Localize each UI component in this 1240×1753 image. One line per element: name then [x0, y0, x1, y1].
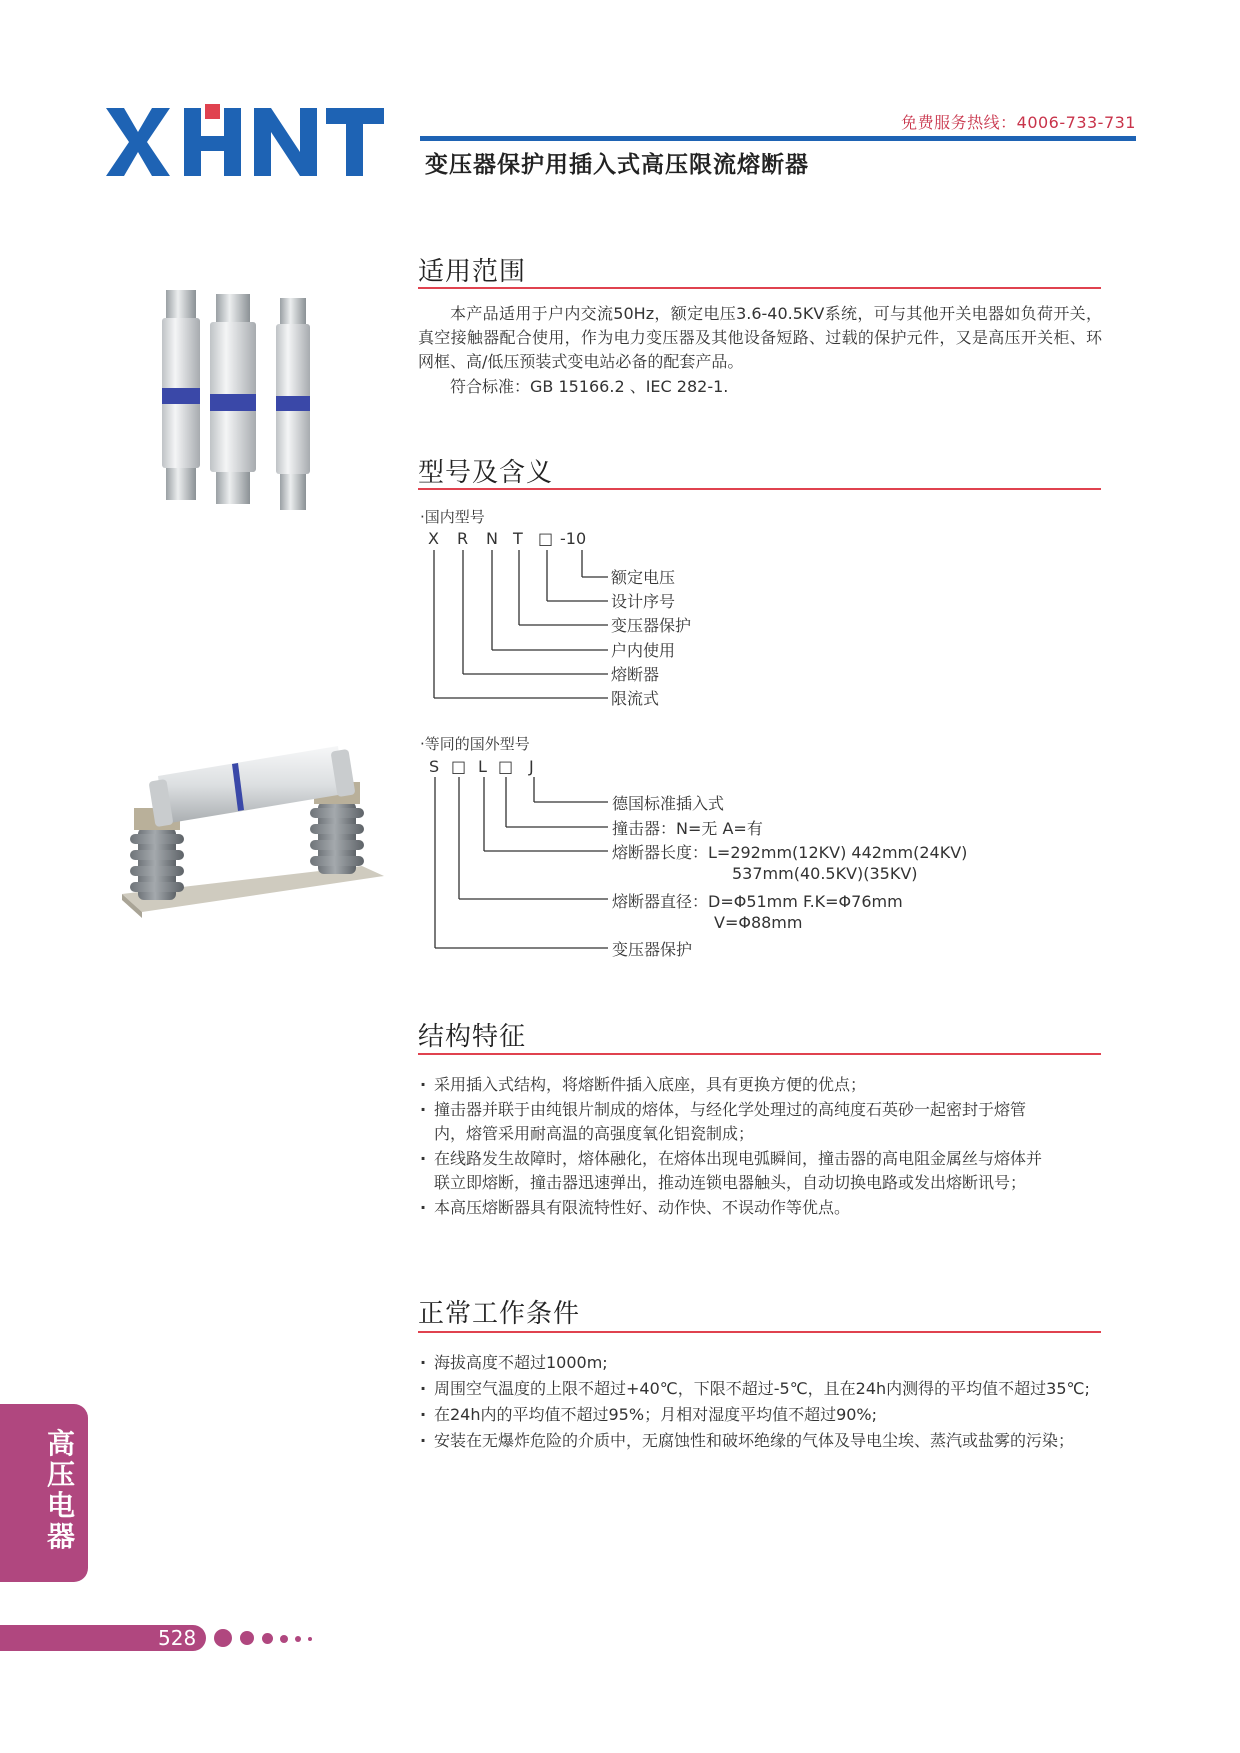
service-hotline: 免费服务热线：4006-733-731 — [901, 113, 1136, 132]
footer-dot — [262, 1633, 273, 1644]
code-letter: L — [478, 757, 487, 776]
code-letter: J — [529, 757, 534, 776]
code-label: 户内使用 — [611, 641, 676, 660]
structure-list — [418, 1073, 1054, 1220]
product-title: 变压器保护用插入式高压限流熔断器 — [425, 152, 809, 178]
list-item: · 采用插入式结构，将熔断件插入底座，具有更换方便的优点； — [418, 1073, 1054, 1098]
section-divider — [418, 1053, 1101, 1055]
section-divider — [418, 488, 1101, 490]
code-label: 熔断器 — [611, 665, 660, 684]
code-label: 熔断器直径：D=Φ51mm F.K=Φ76mm — [612, 892, 903, 911]
code-label: 设计序号 — [611, 592, 676, 611]
section-title-scope: 适用范围 — [418, 257, 527, 287]
code-letter: N — [486, 529, 498, 548]
fuse-base-assembly-image — [112, 736, 388, 932]
code-label: 限流式 — [611, 689, 660, 708]
footer-dot — [280, 1635, 288, 1643]
code-label: 变压器保护 — [611, 616, 692, 635]
code-label: 537mm(40.5KV)(35KV) — [732, 864, 918, 883]
code-label: 额定电压 — [611, 568, 676, 587]
conditions-list — [418, 1350, 1118, 1454]
foreign-model-heading: ·等同的国外型号 — [420, 735, 530, 753]
scope-paragraph: 本产品适用于户内交流50Hz，额定电压3.6-40.5KV系统，可与其他开关电器如负荷开关，真空接触器配合使用，作为电力变压器及其他设备短路、过载的保护元件，又是高压开关柜、环网框、高/低压预装式变电站必备的配套产品。 — [418, 304, 1102, 371]
code-letter: □ — [538, 529, 554, 548]
code-letter: □ — [451, 757, 467, 776]
footer-dot — [295, 1636, 301, 1642]
code-letter: □ — [498, 757, 514, 776]
category-side-label: 高压电器 — [46, 1427, 75, 1553]
code-label: 变压器保护 — [612, 940, 693, 959]
list-item: · 在24h内的平均值不超过95%；月相对湿度平均值不超过90%; — [418, 1402, 1118, 1428]
list-item: · 在线路发生故障时，熔体融化，在熔体出现电弧瞬间，撞击器的高电阻金属丝与熔体并联立即熔断，撞击器迅速弹出，推动连锁电器触头，自动切换电路或发出熔断讯号； — [418, 1147, 1054, 1196]
code-letter: S — [429, 757, 440, 776]
foreign-model-diagram — [420, 775, 620, 955]
code-label: 撞击器：N=无 A=有 — [612, 819, 763, 838]
footer-dot — [308, 1637, 312, 1641]
list-item: · 海拔高度不超过1000m; — [418, 1350, 1118, 1376]
code-label: V=Φ88mm — [714, 913, 803, 932]
fuse-cartridges-image — [150, 284, 320, 534]
footer-dot — [240, 1631, 254, 1645]
code-letter: T — [513, 529, 523, 548]
code-letter: R — [457, 529, 469, 548]
brand-logo — [104, 104, 386, 180]
scope-standard: 符合标准：GB 15166.2 、IEC 282-1. — [450, 377, 729, 396]
code-letter: -10 — [560, 529, 587, 548]
code-label: 德国标准插入式 — [612, 794, 725, 813]
domestic-model-heading: ·国内型号 — [420, 508, 485, 526]
list-item: · 本高压熔断器具有限流特性好、动作快、不误动作等优点。 — [418, 1196, 1054, 1221]
domestic-model-diagram — [420, 548, 620, 708]
header-divider — [420, 136, 1136, 141]
section-divider — [418, 287, 1101, 289]
code-letter: X — [428, 529, 439, 548]
list-item: · 周围空气温度的上限不超过+40℃，下限不超过-5℃，且在24h内测得的平均值不超过35℃; — [418, 1376, 1118, 1402]
section-title-model: 型号及含义 — [418, 458, 554, 488]
list-item: · 撞击器并联于由纯银片制成的熔体，与经化学处理过的高纯度石英砂一起密封于熔管内，熔管采用耐高温的高强度氧化铝瓷制成； — [418, 1098, 1054, 1147]
page-number: 528 — [158, 1626, 197, 1650]
code-label: 熔断器长度：L=292mm(12KV) 442mm(24KV) — [612, 843, 968, 862]
section-title-structure: 结构特征 — [418, 1022, 527, 1052]
footer-dot — [214, 1629, 232, 1647]
section-divider — [418, 1331, 1101, 1333]
list-item: · 安装在无爆炸危险的介质中，无腐蚀性和破坏绝缘的气体及导电尘埃、蒸汽或盐雾的污染； — [418, 1428, 1118, 1454]
section-title-conditions: 正常工作条件 — [418, 1299, 581, 1329]
